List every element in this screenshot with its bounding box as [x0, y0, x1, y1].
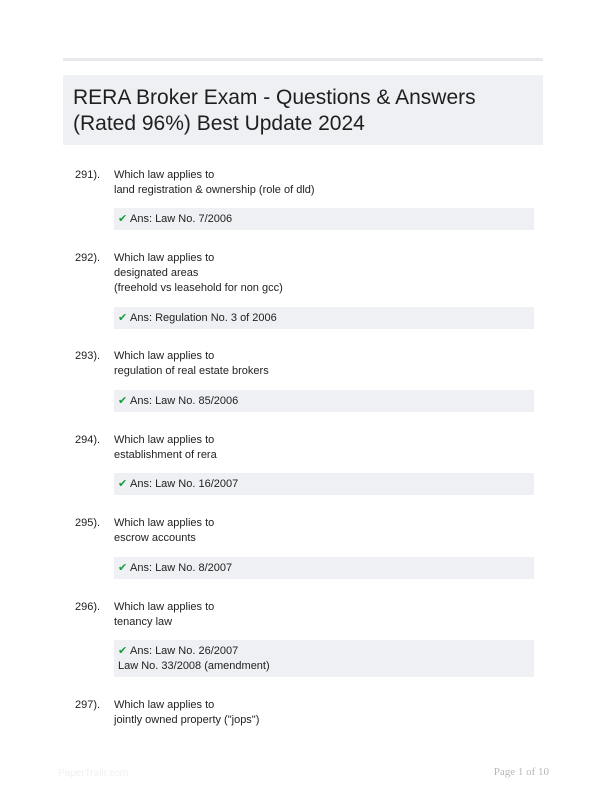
question-line: Which law applies to: [114, 252, 215, 264]
question-line: Which law applies to: [114, 699, 215, 711]
question-text: [114, 600, 534, 630]
question-line: land registration & ownership (role of dld): [114, 184, 315, 196]
question-text: [114, 698, 534, 728]
question-number: 297).: [75, 699, 101, 711]
question-line: regulation of real estate brokers: [114, 365, 269, 377]
question-text: [114, 433, 534, 463]
question-line: tenancy law: [114, 616, 173, 628]
check-icon: ✔: [118, 394, 128, 407]
question-line: (freehold vs leasehold for non gcc): [114, 282, 283, 294]
check-icon: ✔: [118, 311, 128, 324]
title-line-2: (Rated 96%) Best Update 2024: [73, 112, 365, 135]
question-line: jointly owned property ("jops"): [114, 714, 260, 726]
answer-text: Ans: Law No. 26/2007: [130, 645, 239, 657]
question-text: [114, 349, 534, 379]
check-icon: ✔: [118, 212, 128, 225]
question-line: designated areas: [114, 267, 199, 279]
question-text: [114, 251, 534, 296]
answer-box: [114, 640, 534, 677]
check-icon: ✔: [118, 561, 128, 574]
question-line: escrow accounts: [114, 532, 196, 544]
title-banner: [63, 75, 543, 145]
question-line: establishment of rera: [114, 449, 217, 461]
question-number: 292).: [75, 252, 101, 264]
answer-text: Ans: Law No. 8/2007: [130, 562, 233, 574]
answer-box: [114, 307, 534, 329]
footer-watermark: PaperTrailr.com: [58, 768, 129, 779]
answer-box: [114, 208, 534, 230]
answer-text: Ans: Law No. 7/2006: [130, 213, 233, 225]
document-title: [73, 85, 533, 137]
answer-box: [114, 390, 534, 412]
question-text: [114, 516, 534, 546]
question-number: 294).: [75, 434, 101, 446]
answer-text: Ans: Law No. 16/2007: [130, 478, 239, 490]
page-indicator: Page 1 of 10: [493, 766, 549, 778]
question-line: Which law applies to: [114, 601, 215, 613]
question-line: Which law applies to: [114, 169, 215, 181]
title-line-1: RERA Broker Exam - Questions & Answers: [73, 86, 476, 109]
question-line: Which law applies to: [114, 517, 215, 529]
answer-text: Ans: Law No. 85/2006: [130, 395, 239, 407]
answer-box: [114, 557, 534, 579]
check-icon: ✔: [118, 644, 128, 657]
answer-box: [114, 473, 534, 495]
question-number: 296).: [75, 601, 101, 613]
question-text: [114, 168, 534, 198]
top-divider: [63, 58, 543, 61]
answer-text: Ans: Regulation No. 3 of 2006: [130, 312, 277, 324]
question-number: 291).: [75, 169, 101, 181]
question-number: 295).: [75, 517, 101, 529]
answer-text: Law No. 33/2008 (amendment): [118, 660, 270, 672]
question-number: 293).: [75, 350, 101, 362]
question-line: Which law applies to: [114, 434, 215, 446]
check-icon: ✔: [118, 477, 128, 490]
question-line: Which law applies to: [114, 350, 215, 362]
